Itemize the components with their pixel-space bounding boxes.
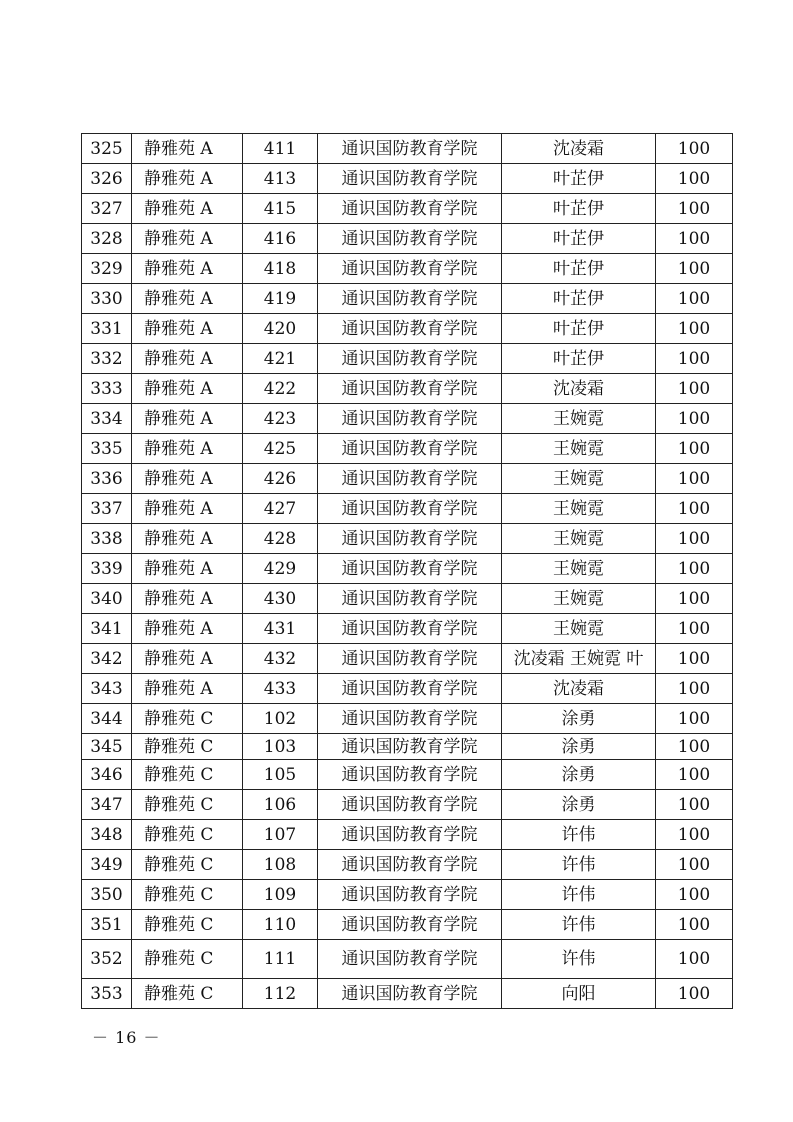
college-cell: 通识国防教育学院 — [318, 820, 502, 850]
table-row — [82, 910, 733, 940]
page-number: － 16 － — [92, 1028, 161, 1047]
table-row — [82, 734, 733, 760]
college-cell: 通识国防教育学院 — [318, 524, 502, 554]
counselor-cell: 王婉霓 — [502, 434, 656, 464]
table-body — [82, 134, 733, 1009]
table-row — [82, 880, 733, 910]
counselor-cell: 向阳 — [502, 979, 656, 1009]
room-cell: 422 — [243, 374, 318, 404]
counselor-cell: 王婉霓 — [502, 404, 656, 434]
table-row — [82, 494, 733, 524]
building-cell: 静雅苑 A — [132, 434, 243, 464]
college-cell: 通识国防教育学院 — [318, 979, 502, 1009]
score-cell: 100 — [656, 434, 733, 464]
table-row — [82, 704, 733, 734]
row-number: 328 — [82, 224, 132, 254]
building-cell: 静雅苑 A — [132, 404, 243, 434]
table-row — [82, 344, 733, 374]
counselor-cell: 叶芷伊 — [502, 314, 656, 344]
row-number: 335 — [82, 434, 132, 464]
counselor-cell: 王婉霓 — [502, 614, 656, 644]
room-cell: 420 — [243, 314, 318, 344]
counselor-cell — [502, 644, 656, 674]
room-cell: 419 — [243, 284, 318, 314]
college-cell: 通识国防教育学院 — [318, 940, 502, 979]
college-cell: 通识国防教育学院 — [318, 134, 502, 164]
counselor-cell: 沈凌霜 — [502, 374, 656, 404]
room-cell: 108 — [243, 850, 318, 880]
room-cell: 425 — [243, 434, 318, 464]
counselor-cell: 叶芷伊 — [502, 164, 656, 194]
building-cell: 静雅苑 C — [132, 704, 243, 734]
score-cell: 100 — [656, 554, 733, 584]
room-cell: 105 — [243, 760, 318, 790]
college-cell: 通识国防教育学院 — [318, 910, 502, 940]
college-cell: 通识国防教育学院 — [318, 344, 502, 374]
building-cell: 静雅苑 A — [132, 464, 243, 494]
row-number: 342 — [82, 644, 132, 674]
table-row — [82, 674, 733, 704]
college-cell: 通识国防教育学院 — [318, 734, 502, 760]
college-cell: 通识国防教育学院 — [318, 880, 502, 910]
room-cell: 111 — [243, 940, 318, 979]
counselor-cell: 沈凌霜 — [502, 674, 656, 704]
room-cell: 106 — [243, 790, 318, 820]
college-cell: 通识国防教育学院 — [318, 194, 502, 224]
building-cell: 静雅苑 A — [132, 224, 243, 254]
score-cell: 100 — [656, 910, 733, 940]
room-cell: 421 — [243, 344, 318, 374]
row-number: 334 — [82, 404, 132, 434]
building-cell: 静雅苑 C — [132, 850, 243, 880]
college-cell: 通识国防教育学院 — [318, 404, 502, 434]
score-cell: 100 — [656, 344, 733, 374]
college-cell: 通识国防教育学院 — [318, 674, 502, 704]
college-cell: 通识国防教育学院 — [318, 494, 502, 524]
row-number: 340 — [82, 584, 132, 614]
score-cell: 100 — [656, 760, 733, 790]
college-cell: 通识国防教育学院 — [318, 254, 502, 284]
counselor-cell: 王婉霓 — [502, 464, 656, 494]
college-cell: 通识国防教育学院 — [318, 850, 502, 880]
row-number: 339 — [82, 554, 132, 584]
building-cell: 静雅苑 A — [132, 134, 243, 164]
counselor-cell: 许伟 — [502, 850, 656, 880]
building-cell: 静雅苑 A — [132, 554, 243, 584]
counselor-cell: 涂勇 — [502, 760, 656, 790]
score-cell: 100 — [656, 790, 733, 820]
score-cell: 100 — [656, 614, 733, 644]
counselor-cell: 许伟 — [502, 940, 656, 979]
table-row — [82, 134, 733, 164]
score-cell: 100 — [656, 314, 733, 344]
score-cell: 100 — [656, 674, 733, 704]
score-cell: 100 — [656, 134, 733, 164]
college-cell: 通识国防教育学院 — [318, 704, 502, 734]
row-number: 349 — [82, 850, 132, 880]
room-cell: 430 — [243, 584, 318, 614]
counselor-cell: 许伟 — [502, 880, 656, 910]
dormitory-score-table — [81, 133, 733, 1009]
row-number: 332 — [82, 344, 132, 374]
counselor-cell: 沈凌霜 — [502, 134, 656, 164]
room-cell: 107 — [243, 820, 318, 850]
room-cell: 110 — [243, 910, 318, 940]
room-cell: 427 — [243, 494, 318, 524]
row-number: 353 — [82, 979, 132, 1009]
row-number: 341 — [82, 614, 132, 644]
room-cell: 429 — [243, 554, 318, 584]
counselor-cell: 叶芷伊 — [502, 194, 656, 224]
table-row — [82, 940, 733, 979]
building-cell: 静雅苑 A — [132, 164, 243, 194]
row-number: 327 — [82, 194, 132, 224]
building-cell: 静雅苑 A — [132, 284, 243, 314]
room-cell: 423 — [243, 404, 318, 434]
table-row — [82, 464, 733, 494]
building-cell: 静雅苑 A — [132, 674, 243, 704]
counselor-cell: 许伟 — [502, 910, 656, 940]
building-cell: 静雅苑 A — [132, 314, 243, 344]
table-row — [82, 820, 733, 850]
room-cell: 411 — [243, 134, 318, 164]
score-cell: 100 — [656, 404, 733, 434]
row-number: 329 — [82, 254, 132, 284]
counselor-names-overflow: 沈凌霜 王婉霓 叶 — [513, 648, 644, 669]
room-cell: 109 — [243, 880, 318, 910]
counselor-cell: 涂勇 — [502, 734, 656, 760]
building-cell: 静雅苑 C — [132, 880, 243, 910]
college-cell: 通识国防教育学院 — [318, 584, 502, 614]
college-cell: 通识国防教育学院 — [318, 284, 502, 314]
college-cell: 通识国防教育学院 — [318, 434, 502, 464]
row-number: 337 — [82, 494, 132, 524]
score-cell: 100 — [656, 164, 733, 194]
college-cell: 通识国防教育学院 — [318, 554, 502, 584]
table-row — [82, 644, 733, 674]
score-cell: 100 — [656, 464, 733, 494]
room-cell: 415 — [243, 194, 318, 224]
table-row — [82, 850, 733, 880]
score-cell: 100 — [656, 644, 733, 674]
room-cell: 433 — [243, 674, 318, 704]
college-cell: 通识国防教育学院 — [318, 164, 502, 194]
building-cell: 静雅苑 C — [132, 760, 243, 790]
row-number: 333 — [82, 374, 132, 404]
score-cell: 100 — [656, 494, 733, 524]
counselor-cell: 王婉霓 — [502, 554, 656, 584]
counselor-cell: 叶芷伊 — [502, 284, 656, 314]
row-number: 338 — [82, 524, 132, 554]
score-cell: 100 — [656, 940, 733, 979]
counselor-cell: 涂勇 — [502, 790, 656, 820]
score-cell: 100 — [656, 979, 733, 1009]
row-number: 330 — [82, 284, 132, 314]
building-cell: 静雅苑 A — [132, 524, 243, 554]
building-cell: 静雅苑 A — [132, 644, 243, 674]
row-number: 351 — [82, 910, 132, 940]
table-row — [82, 434, 733, 464]
counselor-cell: 叶芷伊 — [502, 224, 656, 254]
score-cell: 100 — [656, 524, 733, 554]
row-number: 326 — [82, 164, 132, 194]
building-cell: 静雅苑 C — [132, 820, 243, 850]
counselor-cell: 王婉霓 — [502, 494, 656, 524]
table-row — [82, 224, 733, 254]
row-number: 352 — [82, 940, 132, 979]
room-cell: 112 — [243, 979, 318, 1009]
building-cell: 静雅苑 C — [132, 734, 243, 760]
row-number: 345 — [82, 734, 132, 760]
score-cell: 100 — [656, 374, 733, 404]
college-cell: 通识国防教育学院 — [318, 224, 502, 254]
room-cell: 428 — [243, 524, 318, 554]
score-cell: 100 — [656, 254, 733, 284]
college-cell: 通识国防教育学院 — [318, 760, 502, 790]
row-number: 347 — [82, 790, 132, 820]
table-row — [82, 524, 733, 554]
college-cell: 通识国防教育学院 — [318, 614, 502, 644]
row-number: 346 — [82, 760, 132, 790]
table-row — [82, 979, 733, 1009]
counselor-cell: 涂勇 — [502, 704, 656, 734]
table-row — [82, 584, 733, 614]
score-cell: 100 — [656, 584, 733, 614]
table-row — [82, 194, 733, 224]
college-cell: 通识国防教育学院 — [318, 464, 502, 494]
table-row — [82, 760, 733, 790]
room-cell: 413 — [243, 164, 318, 194]
room-cell: 431 — [243, 614, 318, 644]
building-cell: 静雅苑 C — [132, 940, 243, 979]
score-cell: 100 — [656, 734, 733, 760]
building-cell: 静雅苑 A — [132, 374, 243, 404]
row-number: 343 — [82, 674, 132, 704]
building-cell: 静雅苑 A — [132, 614, 243, 644]
counselor-cell: 叶芷伊 — [502, 254, 656, 284]
building-cell: 静雅苑 C — [132, 979, 243, 1009]
row-number: 331 — [82, 314, 132, 344]
score-cell: 100 — [656, 704, 733, 734]
building-cell: 静雅苑 A — [132, 194, 243, 224]
college-cell: 通识国防教育学院 — [318, 790, 502, 820]
counselor-cell: 许伟 — [502, 820, 656, 850]
room-cell: 102 — [243, 704, 318, 734]
score-cell: 100 — [656, 850, 733, 880]
building-cell: 静雅苑 A — [132, 344, 243, 374]
score-cell: 100 — [656, 820, 733, 850]
row-number: 336 — [82, 464, 132, 494]
room-cell: 426 — [243, 464, 318, 494]
counselor-cell: 叶芷伊 — [502, 344, 656, 374]
counselor-cell: 王婉霓 — [502, 524, 656, 554]
table-row — [82, 554, 733, 584]
room-cell: 416 — [243, 224, 318, 254]
row-number: 348 — [82, 820, 132, 850]
room-cell: 432 — [243, 644, 318, 674]
college-cell: 通识国防教育学院 — [318, 374, 502, 404]
building-cell: 静雅苑 A — [132, 494, 243, 524]
table-row — [82, 404, 733, 434]
building-cell: 静雅苑 A — [132, 584, 243, 614]
table-row — [82, 254, 733, 284]
table-row — [82, 164, 733, 194]
building-cell: 静雅苑 C — [132, 790, 243, 820]
table-row — [82, 284, 733, 314]
room-cell: 418 — [243, 254, 318, 284]
table-row — [82, 374, 733, 404]
table-row — [82, 314, 733, 344]
score-cell: 100 — [656, 284, 733, 314]
score-cell: 100 — [656, 880, 733, 910]
score-cell: 100 — [656, 224, 733, 254]
score-cell: 100 — [656, 194, 733, 224]
row-number: 350 — [82, 880, 132, 910]
building-cell: 静雅苑 A — [132, 254, 243, 284]
counselor-cell: 王婉霓 — [502, 584, 656, 614]
row-number: 344 — [82, 704, 132, 734]
college-cell: 通识国防教育学院 — [318, 644, 502, 674]
table-row — [82, 614, 733, 644]
building-cell: 静雅苑 C — [132, 910, 243, 940]
room-cell: 103 — [243, 734, 318, 760]
row-number: 325 — [82, 134, 132, 164]
table-row — [82, 790, 733, 820]
college-cell: 通识国防教育学院 — [318, 314, 502, 344]
